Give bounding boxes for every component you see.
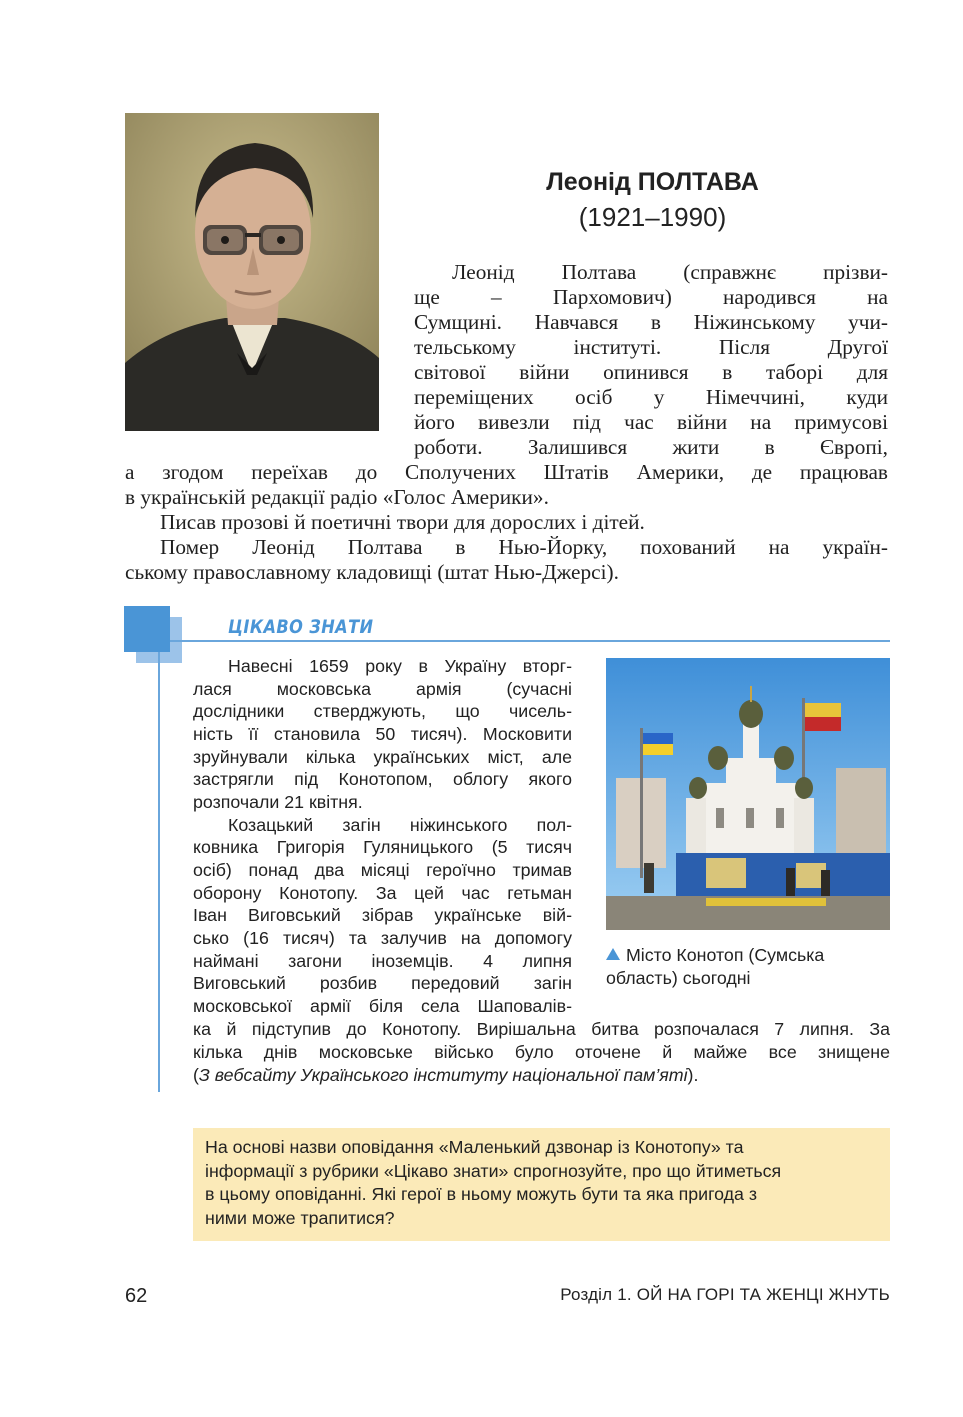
triangle-up-icon xyxy=(606,948,620,960)
bio-line: а згодом переїхав до Сполучених Штатів Америки, де працював xyxy=(125,460,888,484)
box-line: розпочали 21 квітня. xyxy=(193,792,363,812)
box-line: кілька днів московське військо було оточене й майже все знищене xyxy=(193,1042,890,1062)
author-years: (1921–1990) xyxy=(578,202,727,232)
source-citation: З вебсайту Українського інституту національної пам’яті xyxy=(198,1065,688,1085)
box-line: Виговський розбив передовий загін xyxy=(193,973,572,993)
box-line: сько (16 тисяч) та залучив на допомогу xyxy=(193,928,572,948)
box-line: Іван Виговський зібрав українське вій- xyxy=(193,905,572,925)
task-line: інформації з рубрики «Цікаво знати» спрогнозуйте, про що йтиметься xyxy=(205,1160,782,1181)
bio-line: ще – Пархомович) народився на xyxy=(414,285,888,309)
bio-line: в українській редакції радіо «Голос Америки». xyxy=(125,485,549,509)
box-line: наймані загони іноземців. 4 липня xyxy=(193,951,572,971)
did-you-know-title: ЦІКАВО ЗНАТИ xyxy=(228,616,374,638)
running-header: Розділ 1. ОЙ НА ГОРІ ТА ЖЕНЦІ ЖНУТЬ xyxy=(560,1285,890,1304)
photo-caption: Місто Конотоп (Сумська область) сьогодні xyxy=(606,945,825,988)
box-line-source: (З вебсайту Українського інституту національної пам’яті). xyxy=(193,1065,699,1085)
task-box xyxy=(193,1128,890,1241)
portrait-photo xyxy=(125,113,379,431)
task-line: На основі назви оповідання «Маленький дзвонар із Конотопу» та xyxy=(205,1137,744,1157)
bio-line: Писав прозові й поетичні твори для дорослих і дітей. xyxy=(160,510,645,534)
box-line: московської армії біля села Шаповалів- xyxy=(193,996,572,1016)
box-line: ка й підступив до Конотопу. Вирішальна битва розпочалася 7 липня. За xyxy=(193,1019,890,1039)
box-line: ковника Григорія Гуляницького (5 тисяч xyxy=(193,837,572,857)
bio-line: Помер Леонід Полтава в Нью-Йорку, похований на україн- xyxy=(160,535,888,559)
box-line: ність її становила 50 тисяч). Московити xyxy=(193,724,572,744)
task-line: в цьому оповіданні. Які герої в ньому можуть бути та яка пригода з xyxy=(205,1184,758,1204)
box-line: дослідники стверджують, що чисель- xyxy=(193,701,572,721)
task-line: ними може трапитися? xyxy=(205,1207,395,1228)
box-line: застрягли під Конотопом, облогу якого xyxy=(193,769,572,789)
section-marker xyxy=(124,606,170,652)
bio-line: роботи. Залишився жити в Європі, xyxy=(414,435,888,459)
box-line: осіб) понад два місяці героїчно тримав xyxy=(193,860,572,880)
bio-line: тельському інституті. Після Другої xyxy=(414,335,888,359)
box-title-rule xyxy=(170,640,890,642)
box-line: лася московська армія (сучасні xyxy=(193,679,572,699)
konotop-photo xyxy=(606,658,890,930)
bio-line: ському православному кладовищі (штат Нью-Джерсі). xyxy=(125,560,619,584)
box-line: зруйнували кілька українських міст, але xyxy=(193,747,572,767)
bio-line: світової війни опинився в таборі для xyxy=(414,360,888,384)
box-left-rule xyxy=(158,652,160,1092)
author-name: Леонід ПОЛТАВА xyxy=(546,168,759,196)
box-line: Навесні 1659 року в Україну вторг- xyxy=(228,656,572,676)
bio-line: Леонід Полтава (справжнє прізви- xyxy=(452,260,888,284)
page-number: 62 xyxy=(125,1285,148,1307)
box-line: Козацький загін ніжинського пол- xyxy=(228,815,572,835)
box-line: оборону Конотопу. За цей час гетьман xyxy=(193,883,572,903)
bio-line: Сумщині. Навчався в Ніжинському учи- xyxy=(414,310,888,334)
bio-line: переміщених осіб у Німеччині, куди xyxy=(414,385,888,409)
bio-line: його вивезли під час війни на примусові xyxy=(414,410,888,434)
